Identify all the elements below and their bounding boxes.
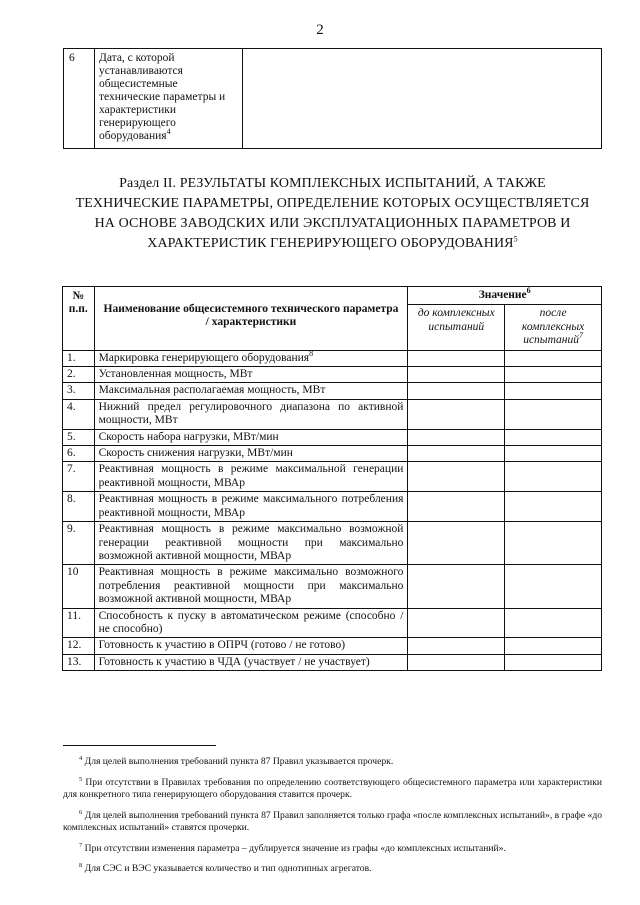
table-row [63, 367, 602, 383]
header-value: Значение$^6$ [408, 287, 602, 305]
footnote-mark: 7 [79, 841, 83, 849]
value-after-cell [505, 399, 602, 429]
footnote-text: Для СЭС и ВЭС указывается количество и тип однотипных агрегатов. [84, 863, 372, 875]
value-before-cell [408, 462, 505, 492]
row-parameter-name: Реактивная мощность в режиме максимально возможного потребления реактивной мощности при максимально возможной активной мощности, МВАр [94, 565, 408, 608]
footnote-divider [63, 745, 216, 746]
footnote-mark: 7 [578, 331, 583, 341]
section-title: Раздел II. РЕЗУЛЬТАТЫ КОМПЛЕКСНЫХ ИСПЫТАНИЙ, А ТАКЖЕ ТЕХНИЧЕСКИЕ ПАРАМЕТРЫ, ОПРЕДЕЛЕНИЕ КОТОРЫХ ОСУЩЕСТВЛЯЕТСЯ НА ОСНОВЕ ЗАВОДСКИХ ИЛИ ЭКСПЛУАТАЦИОННЫХ ПАРАМЕТРОВ И ХАРАКТЕРИСТИК ГЕНЕРИРУЮЩЕГО ОБОРУДОВАНИЯ$^5$ [75, 176, 590, 251]
value-before-cell [408, 565, 505, 608]
footnote-text: При отсутствии в Правилах требования по определению соответствующего общесистемного параметра или характеристики для конкретного типа генерирующего оборудования ставится прочерк. [63, 776, 602, 800]
row-parameter-name: Маркировка генерирующего оборудования$^8$ [94, 350, 408, 366]
row-number: 10 [63, 565, 95, 608]
row-parameter-name: Скорость снижения нагрузки, МВт/мин [94, 446, 408, 462]
top-table [63, 48, 602, 149]
table-row [63, 429, 602, 445]
footnote-text: При отсутствии изменения параметра – дублируется значение из графы «до комплексных испытаний». [84, 842, 506, 854]
row-number: 8. [63, 492, 95, 522]
value-after-cell [505, 492, 602, 522]
header-num: № п.п. [63, 287, 95, 351]
footnote [63, 843, 602, 855]
footnote-mark: 8 [79, 862, 83, 870]
value-before-cell [408, 383, 505, 399]
row-parameter-name: Нижний предел регулировочного диапазона по активной мощности, МВт [94, 399, 408, 429]
value-after-cell [505, 383, 602, 399]
row-number: 3. [63, 383, 95, 399]
footnote-text: Для целей выполнения требований пункта 87 Правил указывается прочерк. [84, 756, 394, 767]
row-number: 12. [63, 638, 95, 654]
table-row [63, 638, 602, 654]
table-row [64, 49, 602, 149]
table-row [63, 350, 602, 366]
table-row [63, 565, 602, 608]
row-number: 6. [63, 446, 95, 462]
footnote-mark: 4 [79, 754, 83, 762]
value-before-cell [408, 492, 505, 522]
row-parameter-name: Максимальная располагаемая мощность, МВт [94, 383, 408, 399]
row-parameter-name: Реактивная мощность в режиме максимально возможной генерации реактивной мощности при максимально возможной активной мощности, МВАр [94, 522, 408, 565]
footnote-mark: 6 [526, 286, 531, 296]
value-after-cell [505, 522, 602, 565]
value-after-cell [505, 608, 602, 638]
value-before-cell [408, 399, 505, 429]
value-before-cell [408, 638, 505, 654]
row-parameter-name: Скорость набора нагрузки, МВт/мин [94, 429, 408, 445]
footnote-mark: 5 [513, 234, 518, 244]
footnote-text: Для целей выполнения требований пункта 87 Правил заполняется только графа «после комплексных испытаний», в графе «до комплексных испытаний» ставятся прочерки. [63, 809, 602, 833]
parameters-table [62, 286, 602, 671]
table-row [63, 462, 602, 492]
header-before: до комплексных испытаний [408, 305, 505, 350]
value-after-cell [505, 565, 602, 608]
table-body [63, 350, 602, 671]
table-row [63, 654, 602, 670]
value-after-cell [505, 350, 602, 366]
row-parameter-name: Способность к пуску в автоматическом режиме (способно / не способно) [94, 608, 408, 638]
value-before-cell [408, 350, 505, 366]
row-parameter-name: Готовность к участию в ЧДА (участвует / не участвует) [94, 654, 408, 670]
value-before-cell [408, 522, 505, 565]
row-number: 9. [63, 522, 95, 565]
footnote-mark: 5 [79, 775, 83, 783]
table-row [63, 399, 602, 429]
row-number: 6 [64, 49, 95, 149]
value-after-cell [505, 654, 602, 670]
footnote [63, 863, 602, 875]
table-row [63, 522, 602, 565]
row-label: Дата, с которой устанавливаются общесистемные технические параметры и характеристики генерирующего оборудования$^4$ [95, 49, 243, 149]
value-after-cell [505, 462, 602, 492]
row-parameter-name: Готовность к участию в ОПРЧ (готово / не готово) [94, 638, 408, 654]
table-header-row [63, 287, 602, 305]
page-number: 2 [316, 22, 324, 38]
footnote [63, 777, 602, 801]
row-number: 1. [63, 350, 95, 366]
table-row [63, 492, 602, 522]
header-name: Наименование общесистемного технического параметра / характеристики [94, 287, 408, 351]
value-after-cell [505, 638, 602, 654]
value-after-cell [505, 446, 602, 462]
value-after-cell [505, 429, 602, 445]
header-after: после комплексных испытаний$^7$ [505, 305, 602, 350]
value-before-cell [408, 608, 505, 638]
row-number: 2. [63, 367, 95, 383]
row-number: 5. [63, 429, 95, 445]
footnotes [63, 756, 602, 884]
value-before-cell [408, 367, 505, 383]
footnote [63, 756, 602, 768]
footnote-mark: 6 [79, 808, 83, 816]
row-number: 4. [63, 399, 95, 429]
footnote-mark: 8 [309, 348, 314, 358]
table-row [63, 608, 602, 638]
row-number: 7. [63, 462, 95, 492]
row-number: 11. [63, 608, 95, 638]
row-parameter-name: Установленная мощность, МВт [94, 367, 408, 383]
row-value [243, 49, 602, 149]
value-after-cell [505, 367, 602, 383]
row-parameter-name: Реактивная мощность в режиме максимального потребления реактивной мощности, МВАр [94, 492, 408, 522]
value-before-cell [408, 429, 505, 445]
row-number: 13. [63, 654, 95, 670]
table-row [63, 383, 602, 399]
table-row [63, 446, 602, 462]
value-before-cell [408, 654, 505, 670]
row-parameter-name: Реактивная мощность в режиме максимальной генерации реактивной мощности, МВАр [94, 462, 408, 492]
footnote-mark: 4 [166, 127, 171, 137]
value-before-cell [408, 446, 505, 462]
footnote [63, 810, 602, 834]
